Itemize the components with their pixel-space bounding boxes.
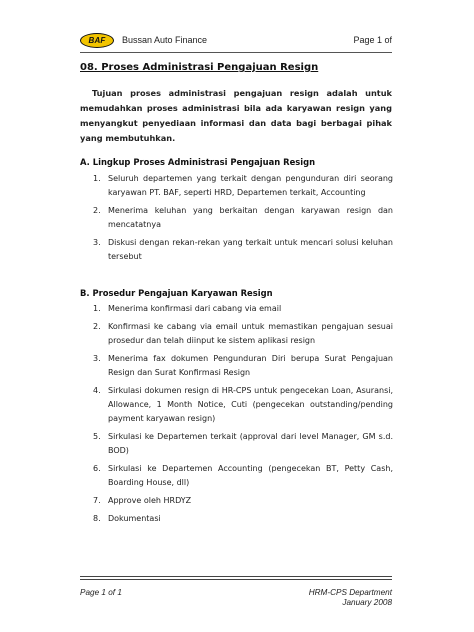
logo-text: BAF	[88, 36, 106, 45]
list-item	[93, 204, 393, 232]
item-number: 5.	[93, 432, 101, 441]
list-item	[93, 352, 393, 380]
item-number: 4.	[93, 386, 101, 395]
item-text: Diskusi dengan rekan-rekan yang terkait untuk mencari solusi keluhan tersebut	[108, 238, 393, 261]
item-text: Sirkulasi ke Departemen Accounting (pengecekan BT, Petty Cash, Boarding House, dll)	[108, 464, 393, 487]
item-text: Approve oleh HRDYZ	[108, 496, 192, 505]
item-text: Menerima fax dokumen Pengunduran Diri berupa Surat Pengajuan Resign dan Surat Konfirmasi Resign	[108, 354, 393, 377]
item-number: 1.	[93, 174, 101, 183]
intro-paragraph: Tujuan proses administrasi pengajuan resign adalah untuk memudahkan proses administrasi bila ada karyawan resign yang menyangkut penyediaan informasi dan data bagi berbagai pihak yang membutuhkan.	[80, 88, 392, 143]
item-text: Menerima keluhan yang berkaitan dengan karyawan resign dan mencatatnya	[108, 206, 393, 229]
document-title: 08. Proses Administrasi Pengajuan Resign	[80, 62, 319, 73]
list-item	[93, 462, 393, 490]
company-name: Bussan Auto Finance	[122, 35, 208, 45]
footer-divider-top	[80, 576, 392, 577]
item-text: Dokumentasi	[108, 514, 161, 523]
item-text: Menerima konfirmasi dari cabang via email	[108, 304, 282, 313]
list-item	[93, 512, 393, 526]
item-text: Konfirmasi ke cabang via email untuk memastikan pengajuan sesuai prosedur dan telah diinput ke sistem aplikasi resign	[108, 322, 393, 345]
item-number: 2.	[93, 322, 101, 331]
list-item	[93, 320, 393, 348]
item-text: Sirkulasi ke Departemen terkait (approval dari level Manager, GM s.d. BOD)	[108, 432, 393, 455]
page-header	[80, 33, 392, 51]
list-item	[93, 172, 393, 200]
item-number: 3.	[93, 238, 101, 247]
list-item	[93, 302, 393, 316]
item-number: 8.	[93, 514, 101, 523]
item-number: 3.	[93, 354, 101, 363]
item-number: 1.	[93, 304, 101, 313]
item-number: 6.	[93, 464, 101, 473]
footer-department-name: HRM-CPS Department	[308, 588, 392, 597]
item-number: 7.	[93, 496, 101, 505]
section-a-list	[93, 172, 393, 268]
baf-logo	[80, 33, 114, 48]
footer-department	[309, 588, 392, 608]
list-item	[93, 384, 393, 426]
list-item	[93, 236, 393, 264]
item-text: Sirkulasi dokumen resign di HR-CPS untuk pengecekan Loan, Asuransi, Allowance, 1 Month Notice, Cuti (pengecekan outstanding/pending payment karyawan resign)	[108, 386, 393, 423]
section-b-list	[93, 302, 393, 530]
footer-divider-bottom	[80, 579, 392, 580]
item-text: Seluruh departemen yang terkait dengan pengunduran diri seorang karyawan PT. BAF, seperti HRD, Departemen terkait, Accounting	[108, 174, 393, 197]
header-divider	[80, 52, 392, 53]
footer-date: January 2008	[342, 598, 392, 607]
section-b-heading: B. Prosedur Pengajuan Karyawan Resign	[80, 288, 273, 298]
section-a-heading: A. Lingkup Proses Administrasi Pengajuan Resign	[80, 157, 316, 167]
list-item	[93, 494, 393, 508]
item-number: 2.	[93, 206, 101, 215]
footer-page-number: Page 1 of 1	[80, 588, 122, 597]
header-page-number: Page 1 of	[353, 35, 392, 45]
list-item	[93, 430, 393, 458]
